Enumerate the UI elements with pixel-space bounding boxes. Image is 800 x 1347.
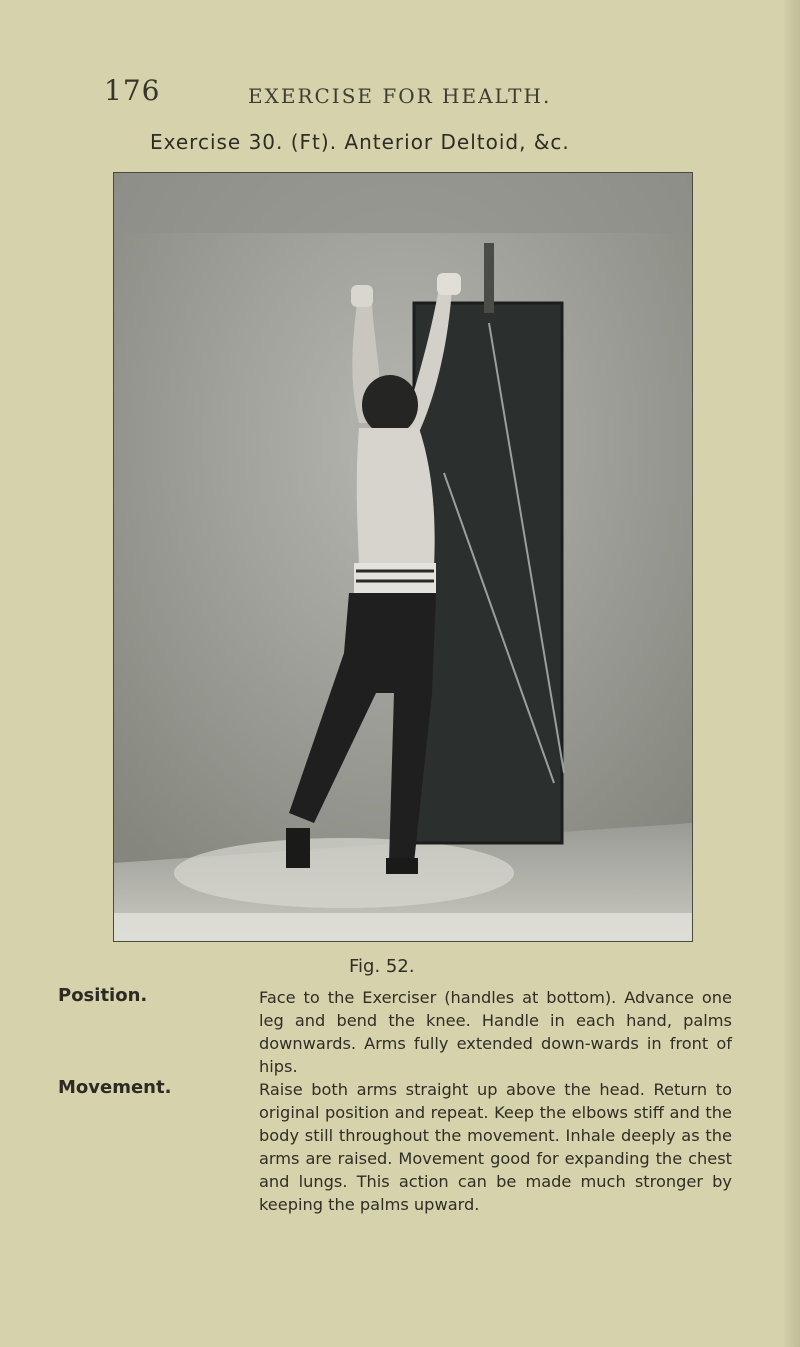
torso [357,428,435,568]
left-hand [351,285,373,307]
left-foot [286,828,310,868]
figure-caption: Fig. 52. [349,956,415,977]
running-head: EXERCISE FOR HEALTH. [248,84,552,108]
page-edge-shadow [782,0,800,1347]
exercise-photograph [113,172,693,942]
right-foot [386,858,418,874]
position-text: Face to the Exerciser (handles at bottom). Advance one leg and bend the knee. Handle in each hand, palms downwards. Arms fully extended down-wards in front of hips. [259,988,732,1076]
photograph-illustration [114,173,692,941]
page-number: 176 [104,74,161,107]
belt [354,563,436,593]
right-hand [437,273,461,295]
movement-label: Movement. [58,1077,172,1098]
exercise-title: Exercise 30. (Ft). Anterior Deltoid, &c. [150,130,570,154]
position-label: Position. [58,985,148,1006]
door-panel [414,303,562,843]
movement-text: Raise both arms straight up above the head. Return to original position and repeat. Keep the elbows stiff and the body still throughout the movement. Inhale deeply as the arms are raised. Movement good for expanding the chest and lungs. This action can be made much stronger by keeping the palms upward. [259,1080,732,1214]
head [362,375,418,435]
